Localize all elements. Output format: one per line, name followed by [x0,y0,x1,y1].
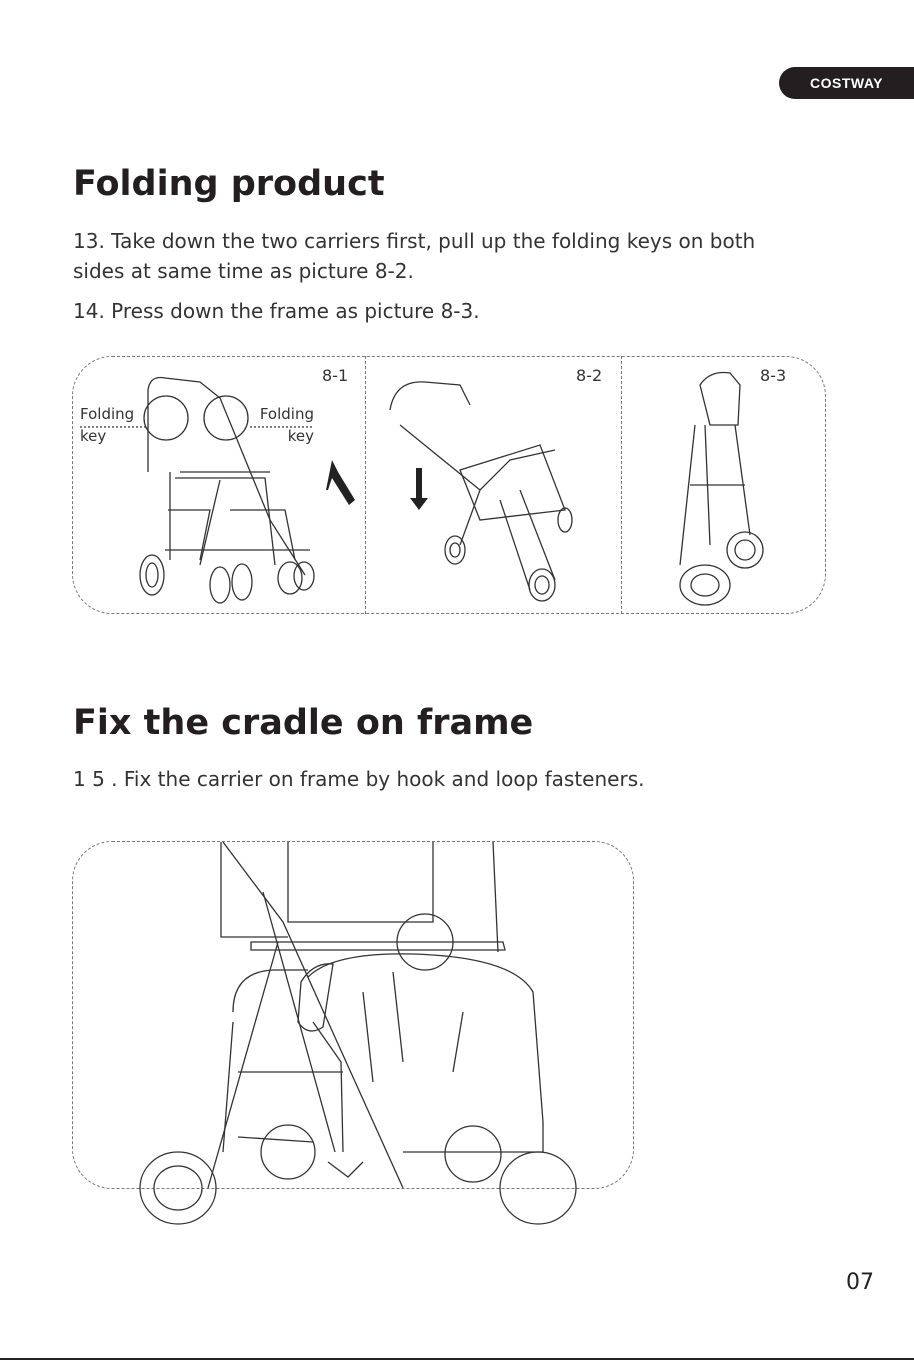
step-15-text: 1 5 . Fix the carrier on frame by hook and loop fasteners. [73,767,645,791]
step-13-text: 13. Take down the two carriers first, pull up the folding keys on both sides at same time as picture 8-2. [73,229,756,283]
folding-key-label-left-line2: key [80,427,107,445]
stroller-folded-illustration [660,365,800,610]
figure-caption-8-2: 8-2 [576,366,603,385]
panel-divider-2 [621,356,622,614]
step-14-text: 14. Press down the frame as picture 8-3. [73,299,480,323]
arrow-up-icon [326,460,355,505]
arrow-down-icon [410,468,428,510]
stroller-folding-illustration [380,370,600,610]
brand-logo: COSTWAY [779,67,914,99]
page-number: 07 [846,1270,874,1295]
folding-key-label-left-line1: Folding [80,405,135,423]
cradle-on-frame-illustration [73,842,633,1188]
stroller-unfolded-illustration [70,360,370,610]
section-title-folding: Folding product [73,164,385,204]
figure-caption-8-1: 8-1 [322,366,349,385]
footer-divider [0,1358,914,1360]
folding-key-label-right-line1: Folding [259,405,314,423]
section-title-fix-cradle: Fix the cradle on frame [73,703,534,743]
folding-key-label-right-line2: key [287,427,314,445]
figure-caption-8-3: 8-3 [760,366,787,385]
